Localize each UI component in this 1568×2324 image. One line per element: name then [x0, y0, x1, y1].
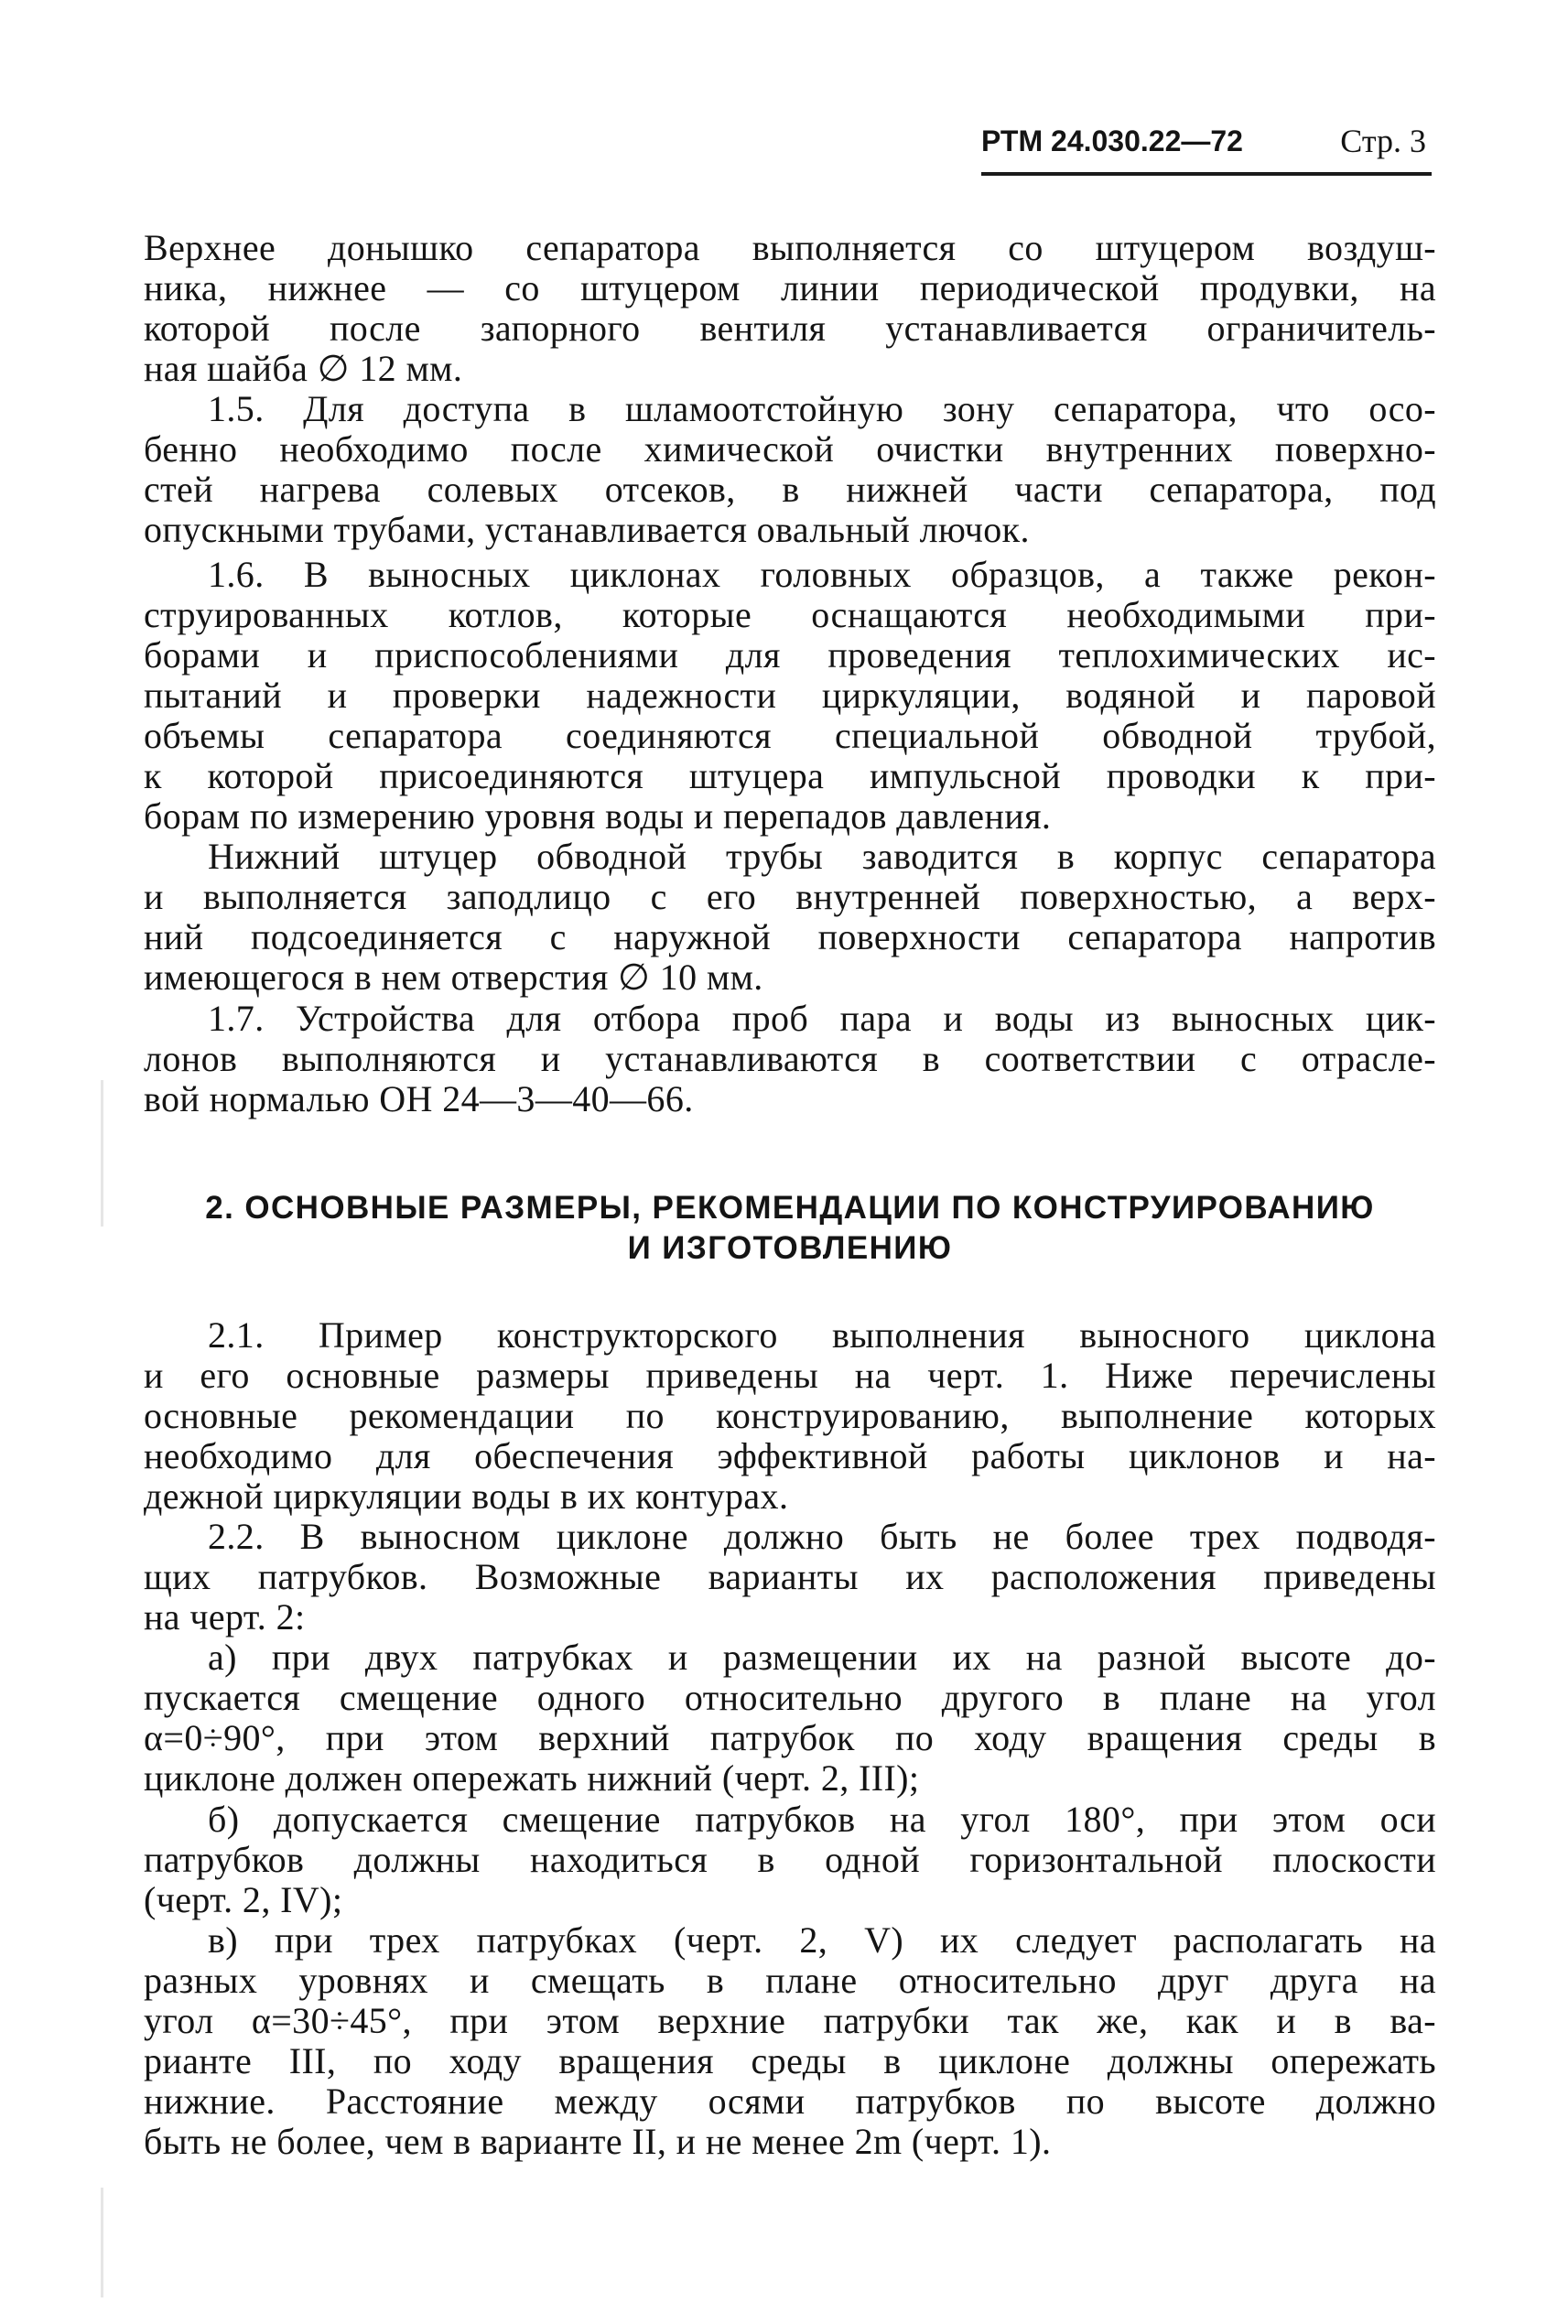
paragraph-line: вой нормалью ОН 24—3—40—66.: [144, 1078, 694, 1119]
paragraph-line: α=0÷90°, при этом верхний патрубок по ходу вращения среды в: [144, 1717, 1436, 1758]
paragraph-line: пускается смещение одного относительно другого в плане на угол: [144, 1677, 1436, 1718]
paragraph-line: ника, нижнее — со штуцером линии периодической продувки, на: [144, 267, 1436, 308]
paragraph-line: 2.2. В выносном циклоне должно быть не более трех подводя-: [208, 1516, 1436, 1557]
paragraph-line: Верхнее донышко сепаратора выполняется со штуцером воздуш-: [144, 227, 1436, 268]
paragraph-line: необходимо для обеспечения эффективной работы циклонов и на-: [144, 1435, 1436, 1476]
paragraph-line: стей нагрева солевых отсеков, в нижней части сепаратора, под: [144, 469, 1436, 510]
paragraph-line: циклоне должен опережать нижний (черт. 2, III);: [144, 1757, 920, 1799]
paragraph-line: Нижний штуцер обводной трубы заводится в корпус сепаратора: [208, 836, 1436, 877]
page-header: [981, 121, 1432, 176]
paragraph-line: и его основные размеры приведены на черт. 1. Ниже перечислены: [144, 1355, 1436, 1396]
paragraph-line: 1.6. В выносных циклонах головных образцов, а также рекон-: [208, 554, 1436, 595]
paragraph-line: ная шайба ∅ 12 мм.: [144, 348, 463, 389]
paragraph-line: объемы сепаратора соединяются специальной обводной трубой,: [144, 715, 1436, 756]
section-heading-line: И ИЗГОТОВЛЕНИЮ: [627, 1230, 953, 1266]
paragraph-line: 2.1. Пример конструкторского выполнения выносного циклона: [208, 1314, 1436, 1356]
paragraph-line: опускными трубами, устанавливается овальный лючок.: [144, 509, 1030, 550]
paragraph-line: лонов выполняются и устанавливаются в соответствии с отрасле-: [144, 1038, 1436, 1079]
paragraph-line: борам по измерению уровня воды и перепадов давления.: [144, 795, 1052, 837]
paragraph-line: нижние. Расстояние между осями патрубков по высоте должно: [144, 2081, 1436, 2122]
paragraph-line: в) при трех патрубках (черт. 2, V) их следует располагать на: [208, 1919, 1436, 1961]
paragraph-line: имеющегося в нем отверстия ∅ 10 мм.: [144, 957, 763, 998]
paragraph-line: рианте III, по ходу вращения среды в циклоне должны опережать: [144, 2040, 1436, 2081]
paragraph-line: угол α=30÷45°, при этом верхние патрубки так же, как и в ва-: [144, 2000, 1436, 2041]
paragraph-line: и выполняется заподлицо с его внутренней поверхностью, а верх-: [144, 876, 1436, 917]
paragraph-line: струированных котлов, которые оснащаются необходимыми при-: [144, 594, 1436, 635]
paragraph-line: дежной циркуляции воды в их контурах.: [144, 1475, 789, 1517]
paragraph-line: (черт. 2, IV);: [144, 1879, 343, 1920]
paragraph-line: б) допускается смещение патрубков на угол 180°, при этом оси: [208, 1799, 1436, 1840]
paragraph-line: быть не более, чем в варианте II, и не менее 2m (черт. 1).: [144, 2121, 1052, 2162]
paragraph-line: которой после запорного вентиля устанавливается ограничитель-: [144, 308, 1436, 349]
paragraph-line: основные рекомендации по конструированию, выполнение которых: [144, 1395, 1436, 1436]
paragraph-line: ний подсоединяется с наружной поверхности сепаратора напротив: [144, 916, 1436, 957]
scan-margin-mark: [101, 2188, 103, 2297]
paragraph-line: разных уровнях и смещать в плане относительно друг друга на: [144, 1960, 1436, 2001]
paragraph-line: 1.7. Устройства для отбора проб пара и воды из выносных цик-: [208, 998, 1436, 1039]
paragraph-line: к которой присоединяются штуцера импульсной проводки к при-: [144, 755, 1436, 796]
paragraph-line: а) при двух патрубках и размещении их на разной высоте до-: [208, 1637, 1436, 1678]
paragraph-line: 1.5. Для доступа в шламоотстойную зону сепаратора, что осо-: [208, 388, 1436, 429]
paragraph-line: патрубков должны находиться в одной горизонтальной плоскости: [144, 1839, 1436, 1880]
paragraph-line: на черт. 2:: [144, 1596, 306, 1638]
document-code: РТМ 24.030.22—72: [981, 124, 1243, 157]
paragraph-line: борами и приспособлениями для проведения теплохимических ис-: [144, 634, 1436, 676]
section-heading-line: 2. ОСНОВНЫЕ РАЗМЕРЫ, РЕКОМЕНДАЦИИ ПО КОНСТРУИРОВАНИЮ: [205, 1190, 1375, 1226]
paragraph-line: щих патрубков. Возможные варианты их расположения приведены: [144, 1556, 1436, 1597]
paragraph-line: бенно необходимо после химической очистки внутренних поверхно-: [144, 428, 1436, 470]
scan-margin-mark: [101, 1080, 103, 1227]
paragraph-line: пытаний и проверки надежности циркуляции, водяной и паровой: [144, 675, 1436, 716]
page-number: Стр. 3: [1340, 123, 1426, 159]
